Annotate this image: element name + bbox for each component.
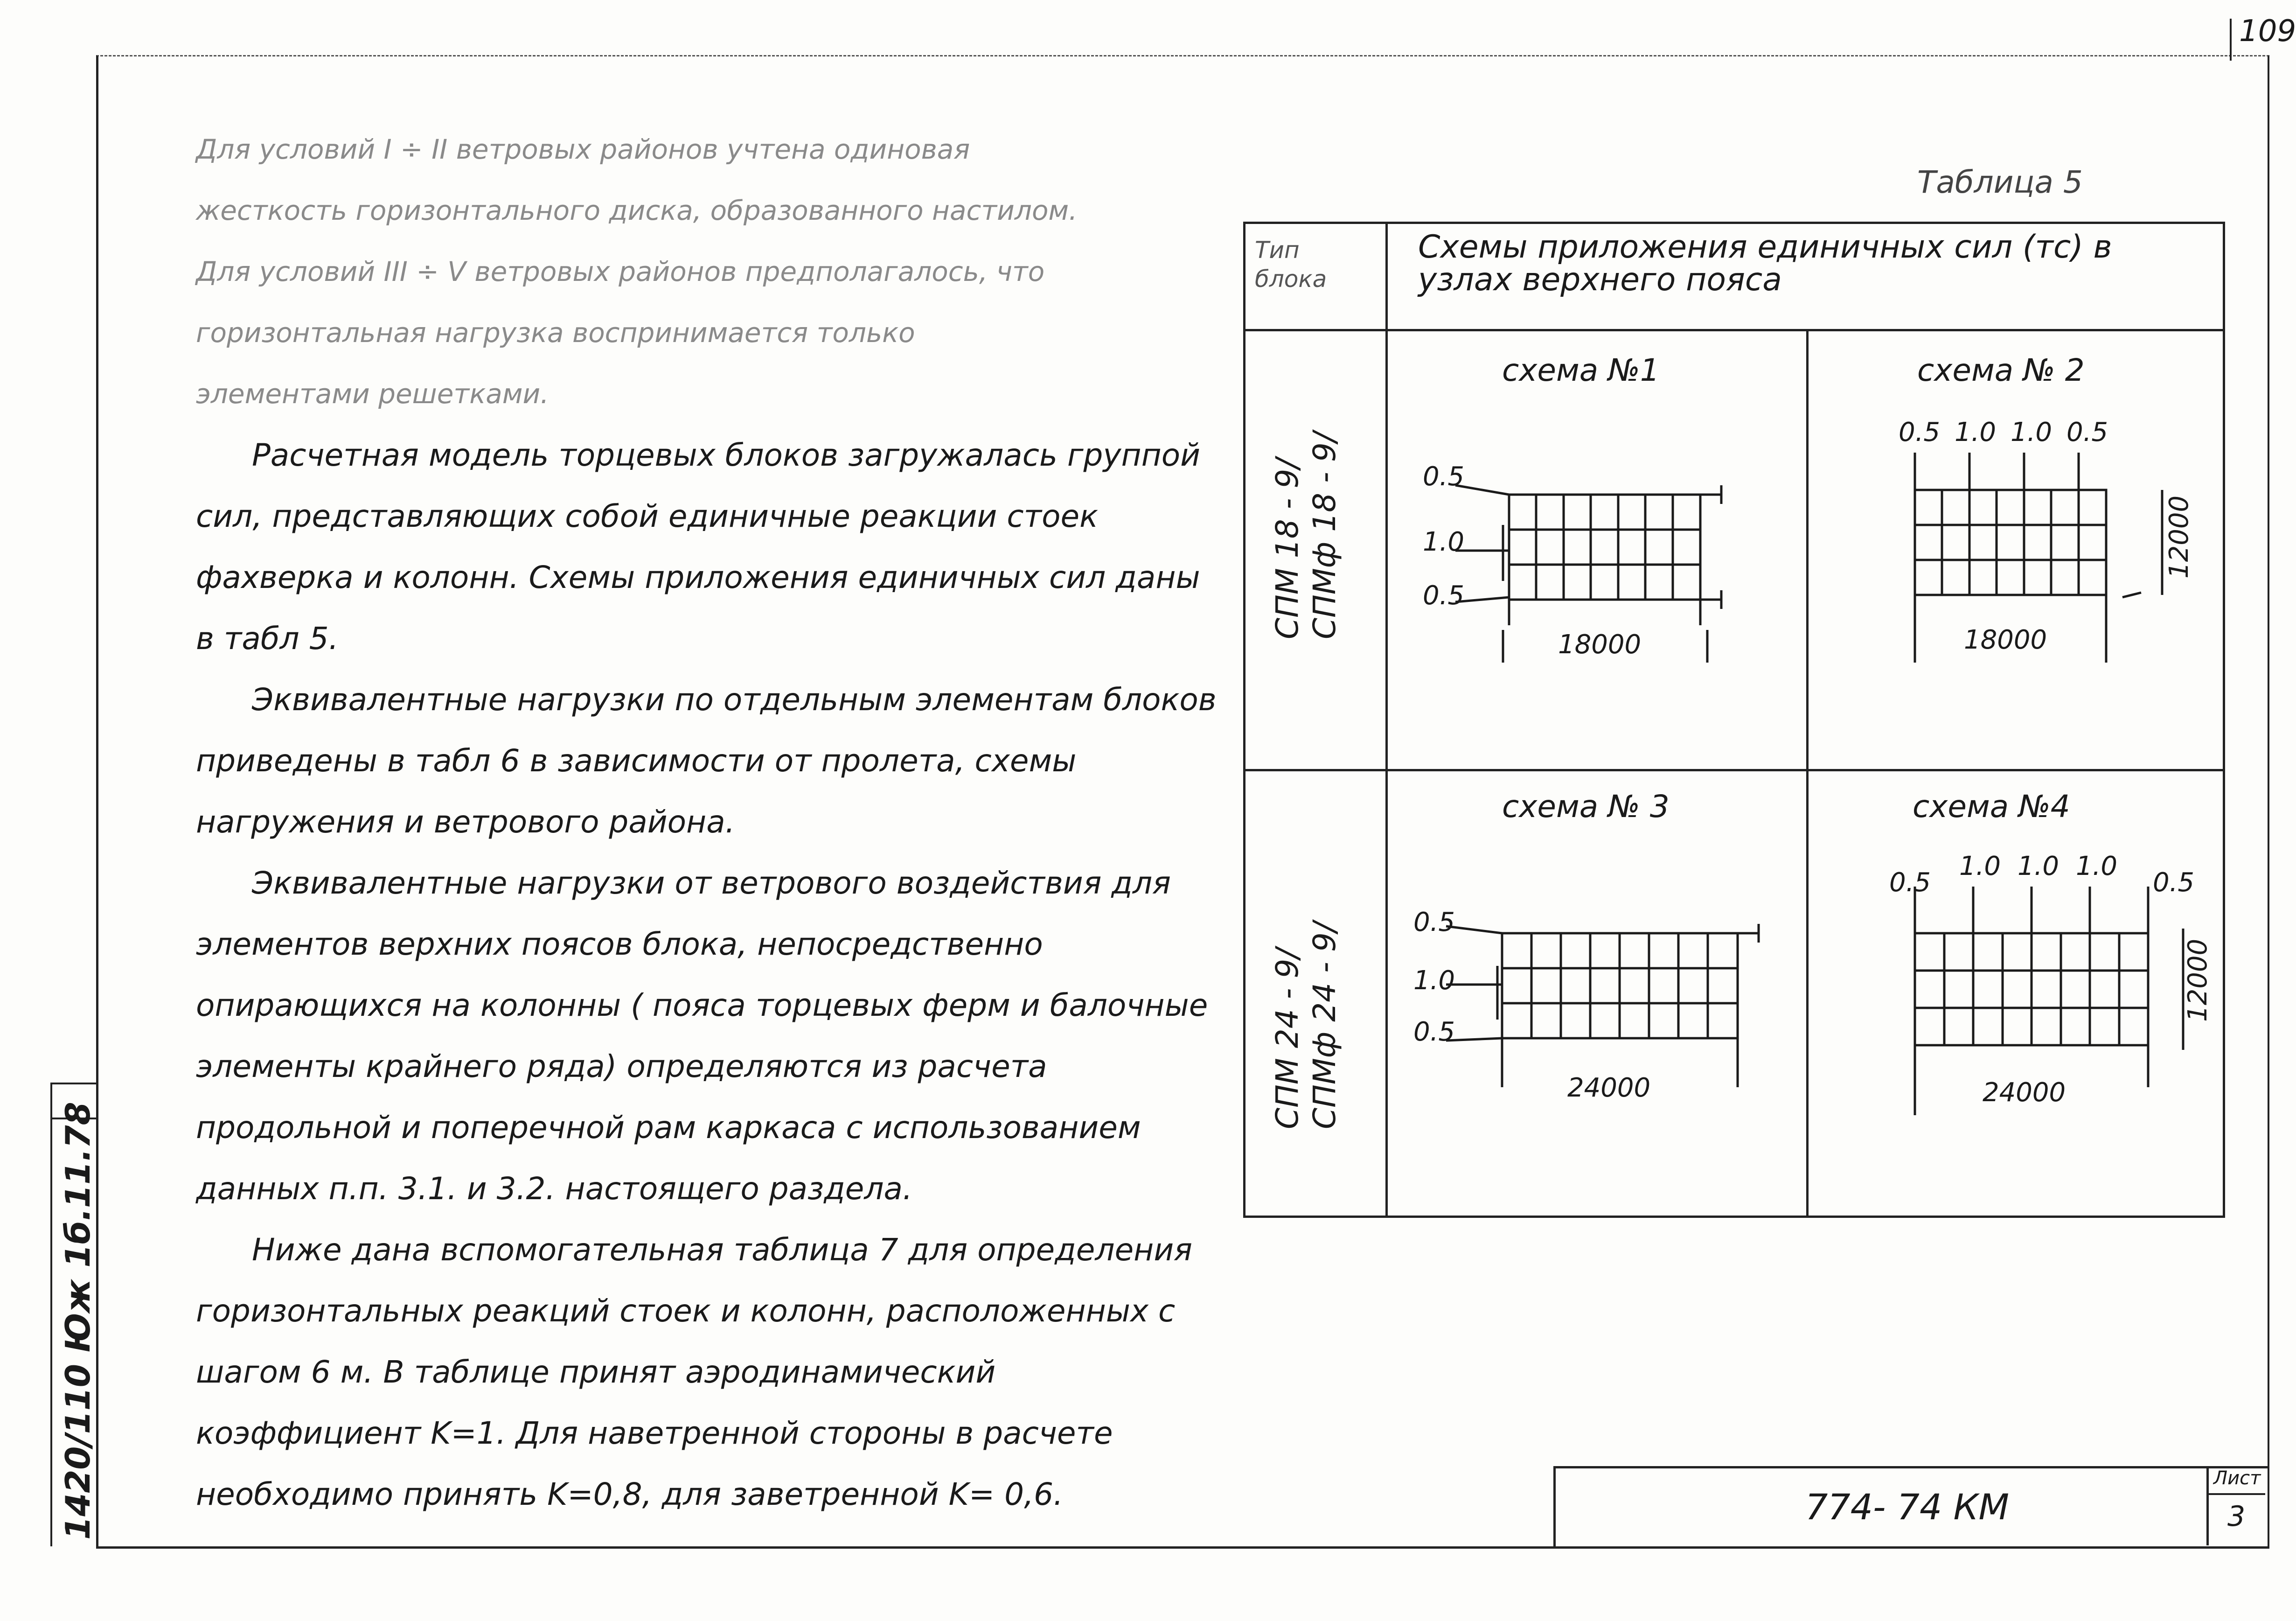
scheme-3-load-b: 1.0 [1413, 965, 1455, 996]
scheme-2-diagram [1861, 417, 2216, 681]
scheme-4-load-c: 1.0 [2018, 851, 2059, 881]
scheme-1-span: 18000 [1558, 629, 1642, 660]
faint-line: элементами решетками. [196, 378, 549, 410]
faint-line: Для условий III ÷ V ветровых районов предполагалось, что [196, 256, 1045, 287]
row1-type-a: СПМ 18 - 9/ [1269, 458, 1305, 639]
faint-line: Для условий I ÷ II ветровых районов учтена одиновая [196, 133, 970, 165]
scheme-1-load-a: 0.5 [1423, 461, 1465, 492]
scheme-2-span: 18000 [1964, 625, 2047, 655]
table-row-divider [1243, 329, 2223, 331]
scheme-4-height: 12000 [2183, 938, 2213, 1022]
paragraph: Ниже дана вспомогательная таблица 7 для определения горизонтальных реакций стоек и колонн, расположенных с шагом 6 м. В таблице принят аэродинамический коэффициент K=1. Для наветренной стороны в расчете необходимо принять K=0,8, для заветренной K= 0,6. [196, 1232, 1192, 1512]
scheme-2-load-d: 0.5 [2066, 417, 2108, 447]
sheet-label: Лист [2213, 1467, 2261, 1489]
faint-line: горизонтальная нагрузка воспринимается только [196, 317, 915, 349]
scheme-3-load-a: 0.5 [1413, 907, 1455, 937]
row1-type-b: СПМф 18 - 9/ [1307, 432, 1343, 639]
table-row-divider [1243, 769, 2223, 771]
scheme-1-title: схема №1 [1502, 352, 1660, 388]
document-code: 774- 74 КМ [1805, 1486, 2010, 1528]
row2-type-a: СПМ 24 - 9/ [1269, 948, 1305, 1129]
table-col-divider [1806, 329, 1809, 1216]
scheme-2-load-c: 1.0 [2011, 417, 2052, 447]
corner-bar [2230, 19, 2232, 61]
scheme-1-load-b: 1.0 [1423, 527, 1465, 557]
table-header-type: Тип блока [1255, 237, 1327, 293]
scheme-4-diagram [1861, 840, 2216, 1139]
scheme-3-load-c: 0.5 [1413, 1017, 1455, 1047]
table-header-schemes: Схемы приложения единичных сил (тс) в узлах верхнего пояса [1418, 229, 2112, 298]
sheet-number: 3 [2227, 1500, 2246, 1533]
scheme-3-title: схема № 3 [1502, 789, 1670, 824]
scheme-2-load-a: 0.5 [1899, 417, 1941, 447]
scheme-3-diagram [1399, 901, 1787, 1143]
scheme-1-load-c: 0.5 [1423, 580, 1465, 611]
body-text [196, 119, 1222, 1525]
table-caption: Таблица 5 [1917, 164, 2083, 200]
scheme-2-load-b: 1.0 [1955, 417, 1997, 447]
paragraph: Эквивалентные нагрузки по отдельным элементам блоков приведены в табл 6 в зависимости от пролета, схемы нагружения и ветрового района. [196, 682, 1217, 840]
scheme-3-span: 24000 [1567, 1073, 1651, 1103]
side-stamp-text: 1420/110 Юж 1б.11.78 [58, 1102, 97, 1540]
scheme-2-height: 12000 [2164, 495, 2194, 579]
sheet-corner-number: 109 [2239, 14, 2296, 49]
scheme-4-load-b: 1.0 [1959, 851, 2001, 881]
paragraph: Эквивалентные нагрузки от ветрового воздействия для элементов верхних поясов блока, непосредственно опирающихся на колонны ( пояса торцевых ферм и балочные элементы крайнего ряда) определяются из расчета продольной и поперечной рам каркаса с использованием данных п.п. 3.1. и 3.2. настоящего раздела. [196, 865, 1208, 1207]
scheme-4-title: схема №4 [1913, 789, 2070, 824]
paragraph: Расчетная модель торцевых блоков загружалась группой сил, представляющих собой единичные реакции стоек фахверка и колонн. Схемы приложения единичных сил даны в табл 5. [196, 437, 1201, 657]
title-block-divider [2206, 1466, 2209, 1545]
row2-type-b: СПМф 24 - 9/ [1307, 922, 1343, 1129]
scheme-2-title: схема № 2 [1917, 352, 2085, 388]
faint-line: жесткость горизонтального диска, образованного настилом. [196, 195, 1078, 226]
scheme-4-span: 24000 [1983, 1077, 2066, 1108]
scheme-1-diagram [1399, 457, 1773, 691]
scheme-4-load-d: 1.0 [2076, 851, 2118, 881]
scheme-4-load-a: 0.5 [1889, 867, 1931, 898]
scheme-4-load-e: 0.5 [2153, 867, 2195, 898]
title-block-divider [2206, 1493, 2265, 1495]
table-col-divider [1385, 222, 1388, 1216]
